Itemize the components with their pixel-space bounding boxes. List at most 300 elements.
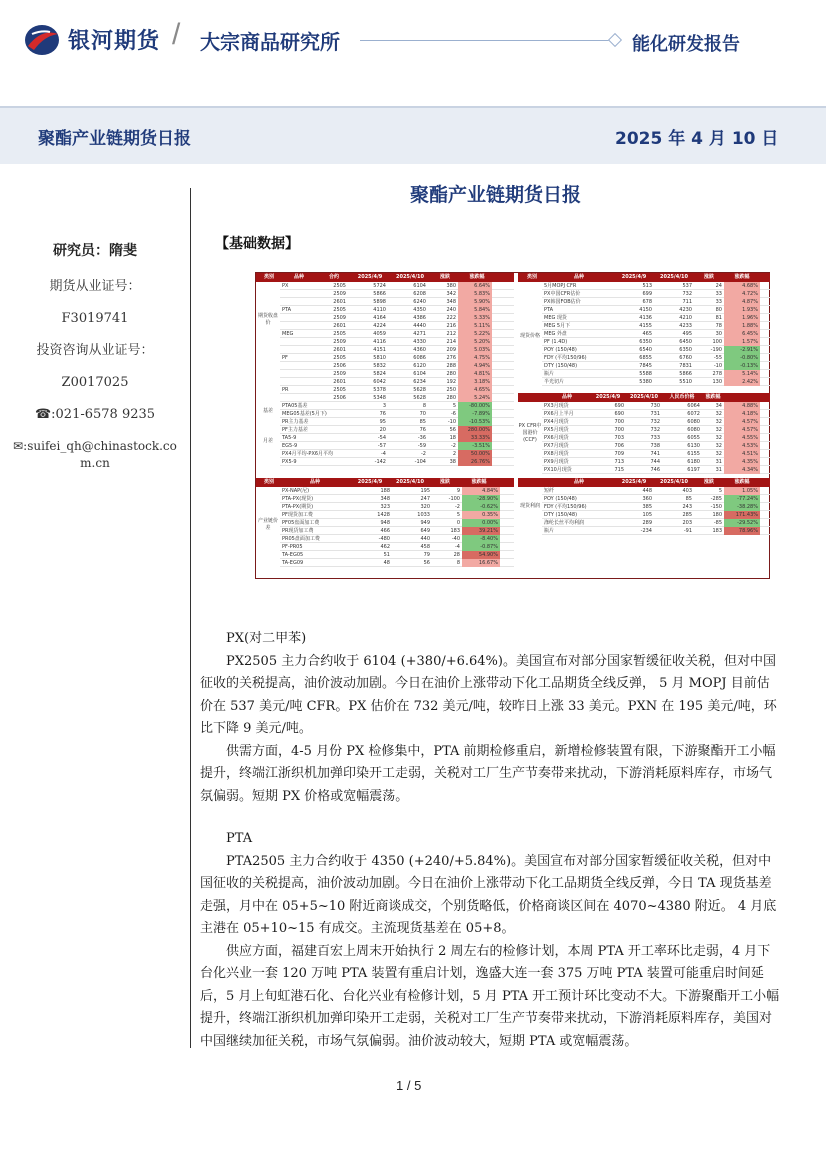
spot-price-row xyxy=(542,362,770,370)
table-cell: 4230 xyxy=(679,307,692,313)
table-cell: 28 xyxy=(453,552,460,558)
table-cell: PR05盘面加工费 xyxy=(282,536,320,542)
table-cell: 448 xyxy=(642,488,652,494)
table-cell: 183 xyxy=(450,528,460,534)
table-cell: 5.03% xyxy=(458,346,492,354)
table-cell: 2 xyxy=(452,451,456,457)
table-cell: 2506 xyxy=(333,363,346,369)
table-cell: 48 xyxy=(383,560,390,566)
cfr-row xyxy=(542,410,770,418)
table-cell: 105 xyxy=(642,512,652,518)
table-cell: -54 xyxy=(377,435,386,441)
table-cell: 4271 xyxy=(413,331,426,337)
email-line-1: ✉:suifei_qh@chinastock.co xyxy=(13,439,177,453)
table-cell: 5724 xyxy=(373,283,386,289)
table-cell: PX7月现货 xyxy=(544,443,569,449)
table-cell: 70 xyxy=(419,411,426,417)
table-header-cell: 类别 xyxy=(263,479,274,485)
table-cell: 6350 xyxy=(679,347,692,353)
table-cell: 2505 xyxy=(333,355,346,361)
table-cell: 5628 xyxy=(413,395,426,401)
table-cell: 2601 xyxy=(333,299,346,305)
table-cell: 209 xyxy=(446,347,456,353)
table-header-cell: 2025/4/9 xyxy=(357,479,383,485)
row-group-label: 基差 xyxy=(262,408,273,414)
table-cell: 240 xyxy=(446,307,456,313)
spread-row xyxy=(280,543,514,551)
table-header-cell: 2025/4/10 xyxy=(395,479,424,485)
table-cell: 1.05% xyxy=(724,487,760,495)
table-cell: 4116 xyxy=(373,339,386,345)
table-cell: 250 xyxy=(446,387,456,393)
phone: ☎:021-6578 9235 xyxy=(34,407,156,422)
table-header-cell: 2025/4/9 xyxy=(595,394,621,400)
spread-row xyxy=(280,511,514,519)
table-cell: 39.21% xyxy=(462,527,500,535)
table-cell: 8 xyxy=(422,403,426,409)
left-table-row xyxy=(280,402,514,410)
table-cell: 5 xyxy=(456,512,460,518)
table-cell: -29.52% xyxy=(724,519,760,527)
consult-cert: Z0017025 xyxy=(61,375,129,390)
table-cell: 4.65% xyxy=(458,386,492,394)
table-cell: 1033 xyxy=(417,512,430,518)
table-cell: 瓶片 xyxy=(544,528,555,534)
table-cell: 4210 xyxy=(679,315,692,321)
table-cell: PX xyxy=(282,283,289,289)
table-cell: 4.35% xyxy=(724,458,760,466)
table-cell: 4.94% xyxy=(458,362,492,370)
table-cell: PR xyxy=(282,387,289,393)
table-cell: 706 xyxy=(614,443,624,449)
table-cell: 5810 xyxy=(373,355,386,361)
table-cell: -6 xyxy=(451,411,456,417)
table-cell: -2 xyxy=(451,443,456,449)
table-cell: 79 xyxy=(423,552,430,558)
table-cell: -8.40% xyxy=(462,535,500,543)
spot-price-row xyxy=(542,378,770,386)
table-cell: 2601 xyxy=(333,323,346,329)
table-cell: 80 xyxy=(715,307,722,313)
analyst-name: 研究员：隋斐 xyxy=(53,243,137,259)
table-cell: 6080 xyxy=(687,419,700,425)
table-header-cell: 品种 xyxy=(573,479,584,485)
table-cell: MEG 5月下 xyxy=(544,323,571,329)
table-cell: 16.67% xyxy=(462,559,500,567)
spread-row xyxy=(280,495,514,503)
table-header-cell: 涨跌 xyxy=(439,274,450,280)
table-cell: MEG xyxy=(282,331,294,337)
table-cell: 700 xyxy=(614,427,624,433)
table-cell: 6080 xyxy=(687,427,700,433)
table-cell: 288 xyxy=(446,363,456,369)
table-cell: PX3月现货 xyxy=(544,403,569,409)
table-cell: 6155 xyxy=(687,451,700,457)
table-cell: PF现货加工费 xyxy=(282,512,313,518)
table-cell: 171.43% xyxy=(724,511,760,519)
table-cell: 32 xyxy=(715,411,722,417)
table-cell: 5628 xyxy=(413,387,426,393)
row-group-label: 月差 xyxy=(262,438,273,444)
table-cell: 1.88% xyxy=(724,322,760,330)
table-cell: -0.62% xyxy=(462,503,500,511)
table-cell: 690 xyxy=(614,411,624,417)
table-cell: PF主力基差 xyxy=(282,427,308,433)
table-cell: 323 xyxy=(380,504,390,510)
page-header xyxy=(0,0,826,90)
table-cell: 458 xyxy=(420,544,430,550)
left-table-header xyxy=(256,273,514,282)
table-header-cell: 涨跌 xyxy=(703,479,714,485)
table-cell: 5.11% xyxy=(458,322,492,330)
table-cell: 243 xyxy=(682,504,692,510)
table-cell: 513 xyxy=(642,283,652,289)
table-cell: 32 xyxy=(715,427,722,433)
email xyxy=(0,438,190,472)
table-cell: 8 xyxy=(456,560,460,566)
table-cell: 5 xyxy=(452,403,456,409)
pta-paragraph-2: 供应方面，福建百宏上周末开始执行 2 周左右的检修计划，本周 PTA 开工率环比走弱，4 月下台化兴业一套 120 万吨 PTA 装置有重启计划，逸盛大连一套 375 万吨 PTA 装置可能重启时间延后，5 月上旬虹港石化、台化兴业有检修计划，5 月 PTA 开工预计环比变动不大。下游聚酯开工小幅提升，终端江浙织机加弹印染开工走弱，关税对工厂生产节奏带来扰动，下游消耗原料库存，美国对中国继续加征关税，市场气氛偏弱。油价波动较大，短期 PTA 或宽幅震荡。 xyxy=(200,943,780,1049)
table-cell: 4136 xyxy=(639,315,652,321)
table-cell: 348 xyxy=(446,299,456,305)
table-cell: 4059 xyxy=(373,331,386,337)
table-cell: DTY (150/48) xyxy=(544,363,578,369)
table-cell: 690 xyxy=(614,403,624,409)
table-cell xyxy=(282,338,318,346)
diamond-icon xyxy=(608,33,622,47)
table-cell: 6.64% xyxy=(458,282,492,290)
table-cell: PTA xyxy=(282,307,292,313)
header-divider: / xyxy=(172,18,181,51)
table-cell: 2509 xyxy=(333,371,346,377)
table-cell: -91 xyxy=(683,528,692,534)
table-cell: -10 xyxy=(447,419,456,425)
table-cell: 85 xyxy=(419,419,426,425)
table-cell: PX6月现货 xyxy=(544,435,569,441)
spread-table-header xyxy=(256,478,514,487)
table-cell: 4386 xyxy=(413,315,426,321)
table-cell: TA-EG09 xyxy=(282,560,304,566)
futures-cert: F3019741 xyxy=(61,311,129,326)
table-cell: 20 xyxy=(379,427,386,433)
table-cell: POY (150/48) xyxy=(544,347,577,353)
table-cell xyxy=(282,378,318,386)
table-cell: 1.57% xyxy=(724,338,760,346)
px-heading: PX(对二甲苯) xyxy=(226,631,307,646)
table-cell: 4.68% xyxy=(724,282,760,290)
table-cell: 280 xyxy=(446,371,456,377)
table-cell: 5824 xyxy=(373,371,386,377)
table-cell: 0.35% xyxy=(462,511,500,519)
table-cell: 76 xyxy=(379,411,386,417)
table-cell: 78.96% xyxy=(724,527,760,535)
table-cell: 5月MOPJ CFR xyxy=(544,283,577,289)
table-cell: 203 xyxy=(682,520,692,526)
table-header-cell: 涨跌幅 xyxy=(734,274,750,280)
table-cell: PTA-PX(现货) xyxy=(282,496,314,502)
table-cell: 6086 xyxy=(413,355,426,361)
report-type: 能化研发报告 xyxy=(632,34,740,55)
page-number: 1 / 5 xyxy=(396,1078,422,1093)
report-date: 2025 年 4 月 10 日 xyxy=(615,129,779,149)
spot-price-row xyxy=(542,338,770,346)
table-cell: PX4月平均-PX6月平均 xyxy=(282,451,334,457)
spread-row xyxy=(280,551,514,559)
table-cell: 95 xyxy=(379,419,386,425)
table-cell: 2509 xyxy=(333,315,346,321)
left-table-row xyxy=(280,442,514,450)
table-cell: 34 xyxy=(715,403,722,409)
table-cell: 6104 xyxy=(413,371,426,377)
table-cell xyxy=(282,394,318,402)
table-cell: 280.00% xyxy=(458,426,492,434)
table-cell: PX4月现货 xyxy=(544,419,569,425)
table-cell: 51 xyxy=(383,552,390,558)
table-cell: 0 xyxy=(456,520,460,526)
table-header-cell: 2025/4/9 xyxy=(357,274,383,280)
table-cell: 738 xyxy=(650,443,660,449)
table-cell: 4.84% xyxy=(462,487,500,495)
table-cell: 320 xyxy=(420,504,430,510)
left-table-row xyxy=(280,418,514,426)
table-header-cell: 涨跌幅 xyxy=(705,394,721,400)
left-table-row xyxy=(280,306,514,314)
column-divider xyxy=(190,188,191,1048)
table-cell: 5380 xyxy=(639,379,652,385)
table-cell: -3.51% xyxy=(458,442,492,450)
margin-row xyxy=(542,511,770,519)
table-cell: 6064 xyxy=(687,403,700,409)
left-table-row xyxy=(280,322,514,330)
left-table-row xyxy=(280,394,514,402)
table-cell: 5832 xyxy=(373,363,386,369)
cfr-row xyxy=(542,450,770,458)
cfr-row xyxy=(542,442,770,450)
table-cell: 466 xyxy=(380,528,390,534)
table-cell: MEG 现货 xyxy=(544,315,567,321)
table-cell: -0.13% xyxy=(724,362,760,370)
table-cell: 半光切片 xyxy=(544,379,565,385)
table-cell: 440 xyxy=(420,536,430,542)
table-cell: 5378 xyxy=(373,387,386,393)
table-cell: -80.00% xyxy=(458,402,492,410)
table-header-cell: 涨跌幅 xyxy=(734,479,750,485)
spot-price-row xyxy=(542,346,770,354)
spread-row xyxy=(280,559,514,567)
left-table-row xyxy=(280,330,514,338)
table-cell: -4 xyxy=(455,544,460,550)
table-cell: 703 xyxy=(614,435,624,441)
spread-row xyxy=(280,503,514,511)
table-cell: 380 xyxy=(446,283,456,289)
table-cell: 7845 xyxy=(639,363,652,369)
table-cell: 4155 xyxy=(639,323,652,329)
table-cell: 5.90% xyxy=(458,298,492,306)
table-cell: 5.20% xyxy=(458,338,492,346)
table-cell: PF-PR05 xyxy=(282,544,303,550)
spot-price-row xyxy=(542,330,770,338)
table-cell: 216 xyxy=(446,323,456,329)
table-cell: 56 xyxy=(423,560,430,566)
table-cell: 715 xyxy=(614,467,624,473)
document-title: 聚酯产业链期货日报 xyxy=(410,184,582,206)
table-cell: 183 xyxy=(712,528,722,534)
table-cell: 280 xyxy=(446,395,456,401)
table-cell: 4224 xyxy=(373,323,386,329)
table-cell: 289 xyxy=(642,520,652,526)
table-cell: -28.90% xyxy=(462,495,500,503)
table-header-cell: 类别 xyxy=(526,274,537,280)
spot-price-row xyxy=(542,306,770,314)
table-cell: 2505 xyxy=(333,283,346,289)
table-cell: 278 xyxy=(712,371,722,377)
consult-cert-label: 投资咨询从业证号： xyxy=(36,343,154,358)
table-cell: PX5-9 xyxy=(282,459,297,465)
table-cell xyxy=(282,314,318,322)
table-cell: 2601 xyxy=(333,379,346,385)
table-header-cell: 品种 xyxy=(561,394,572,400)
table-cell: 342 xyxy=(446,291,456,297)
galaxy-logo-icon xyxy=(22,22,62,58)
table-cell: 24 xyxy=(715,283,722,289)
table-cell: 537 xyxy=(682,283,692,289)
table-cell: 403 xyxy=(682,488,692,494)
table-cell: 26.76% xyxy=(458,458,492,466)
cfr-row xyxy=(542,402,770,410)
table-cell: PR现货加工费 xyxy=(282,528,314,534)
margin-row xyxy=(542,503,770,511)
table-cell: 0.00% xyxy=(462,519,500,527)
table-cell: 2.42% xyxy=(724,378,760,386)
cfr-row xyxy=(542,466,770,474)
table-header-cell: 品种 xyxy=(573,274,584,280)
spot-price-row xyxy=(542,354,770,362)
table-cell: 78 xyxy=(715,323,722,329)
table-cell: 2505 xyxy=(333,307,346,313)
table-cell xyxy=(318,426,348,434)
table-header-cell: 涨跌幅 xyxy=(471,479,487,485)
table-cell: -0.80% xyxy=(724,354,760,362)
institute-name: 大宗商品研究所 xyxy=(200,30,340,54)
table-cell: 746 xyxy=(650,467,660,473)
table-cell: 4.18% xyxy=(724,410,760,418)
table-cell: 54.90% xyxy=(462,551,500,559)
table-cell: 6855 xyxy=(639,355,652,361)
table-cell: 678 xyxy=(642,299,652,305)
table-cell: 700 xyxy=(614,419,624,425)
table-cell: -234 xyxy=(640,528,652,534)
table-cell: 100 xyxy=(712,339,722,345)
table-cell: 709 xyxy=(614,451,624,457)
table-cell xyxy=(318,442,348,450)
table-cell: 5.84% xyxy=(458,306,492,314)
table-header-cell: 人民币价格 xyxy=(669,394,695,400)
table-cell: 31 xyxy=(715,459,722,465)
table-header-cell: 涨跌 xyxy=(703,274,714,280)
table-cell: 4.57% xyxy=(724,418,760,426)
table-cell: 33.33% xyxy=(458,434,492,442)
table-header-cell: 2025/4/10 xyxy=(395,274,424,280)
table-cell: 192 xyxy=(446,379,456,385)
table-cell: -38.28% xyxy=(724,503,760,511)
table-cell: PX9月现货 xyxy=(544,459,569,465)
spread-row xyxy=(280,519,514,527)
table-cell: -40 xyxy=(451,536,460,542)
table-cell xyxy=(318,450,348,458)
table-cell: 4164 xyxy=(373,315,386,321)
table-cell: -7.89% xyxy=(458,410,492,418)
table-cell: 731 xyxy=(650,411,660,417)
table-cell: 32 xyxy=(715,443,722,449)
table-cell: 6.45% xyxy=(724,330,760,338)
table-cell: 6234 xyxy=(413,379,426,385)
table-cell: 247 xyxy=(420,496,430,502)
table-cell: 32 xyxy=(715,451,722,457)
table-cell: MEG 外盘 xyxy=(544,331,567,337)
left-table-row xyxy=(280,298,514,306)
futures-cert-label: 期货从业证号： xyxy=(49,279,141,294)
table-cell: 33 xyxy=(715,299,722,305)
table-cell: 699 xyxy=(642,291,652,297)
left-table-row xyxy=(280,434,514,442)
table-cell: 50.00% xyxy=(458,450,492,458)
margin-table-header xyxy=(518,478,770,487)
table-header-cell: 品种 xyxy=(293,274,304,280)
left-table-row xyxy=(280,370,514,378)
margin-row xyxy=(542,487,770,495)
table-cell: 4233 xyxy=(679,323,692,329)
table-cell xyxy=(282,346,318,354)
table-cell: 4151 xyxy=(373,347,386,353)
table-cell: 741 xyxy=(650,451,660,457)
table-cell: 222 xyxy=(446,315,456,321)
table-header-cell: 2025/4/9 xyxy=(621,274,647,280)
table-cell: 5.22% xyxy=(458,330,492,338)
table-cell: -77.24% xyxy=(724,495,760,503)
table-cell xyxy=(318,402,348,410)
table-header-cell: 2025/4/10 xyxy=(659,274,688,280)
left-table-row xyxy=(280,346,514,354)
table-header-cell: 2025/4/9 xyxy=(621,479,647,485)
table-cell: 6760 xyxy=(679,355,692,361)
table-cell: 6180 xyxy=(687,459,700,465)
table-cell: 348 xyxy=(380,496,390,502)
table-cell: 5348 xyxy=(373,395,386,401)
table-cell: 56 xyxy=(449,427,456,433)
table-cell: 713 xyxy=(614,459,624,465)
pta-heading: PTA xyxy=(226,831,253,846)
table-cell: 38 xyxy=(449,459,456,465)
table-cell: 32 xyxy=(715,419,722,425)
table-cell: POY (150/48) xyxy=(544,496,577,502)
left-table-row xyxy=(280,362,514,370)
spread-row xyxy=(280,527,514,535)
table-cell: 4350 xyxy=(413,307,426,313)
table-header-cell xyxy=(520,393,544,402)
table-cell: 4.55% xyxy=(724,434,760,442)
table-cell: 744 xyxy=(650,459,660,465)
table-cell: 6072 xyxy=(687,411,700,417)
table-cell: 5.83% xyxy=(458,290,492,298)
spot-price-row xyxy=(542,370,770,378)
table-cell: 462 xyxy=(380,544,390,550)
table-cell: 短纤 xyxy=(544,488,555,494)
table-cell: -36 xyxy=(417,435,426,441)
table-cell: -480 xyxy=(378,536,390,542)
table-header-cell: 2025/4/10 xyxy=(629,394,658,400)
brand-name: 银河期货 xyxy=(68,29,161,54)
table-cell: 276 xyxy=(446,355,456,361)
